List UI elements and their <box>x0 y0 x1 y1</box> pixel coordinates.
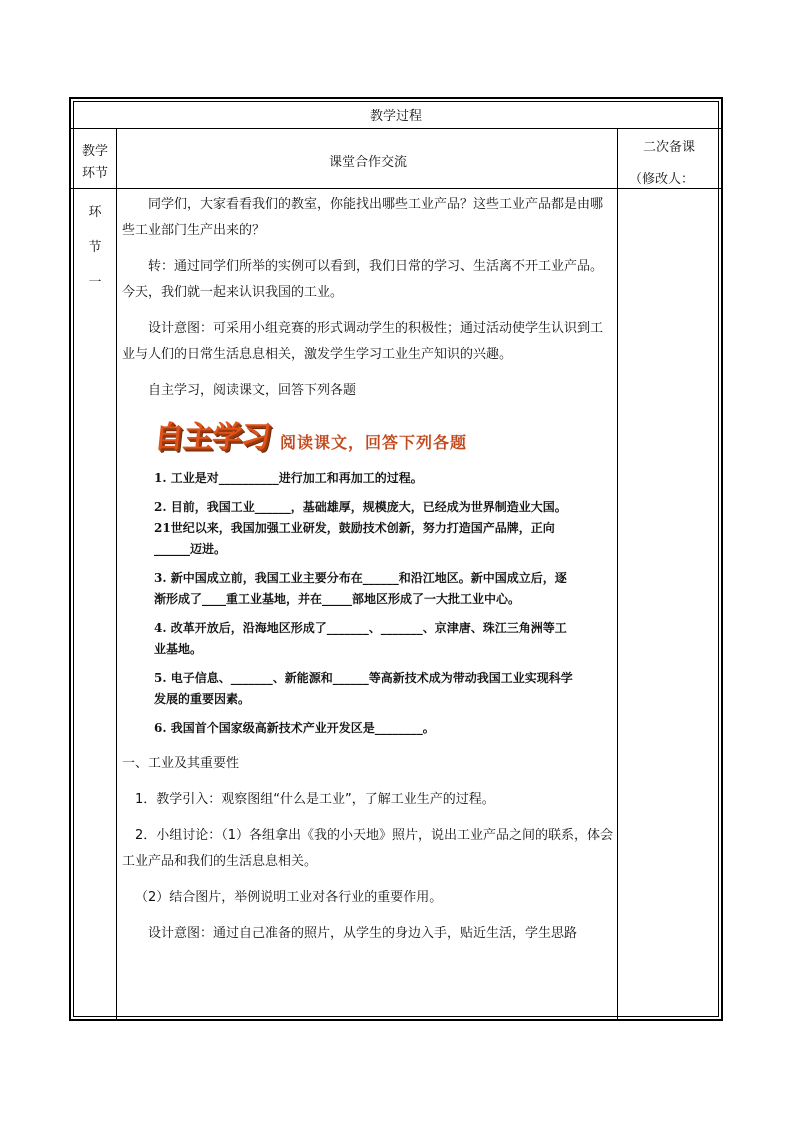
column-head-activity: 课堂合作交流 <box>328 155 407 170</box>
column-head-stage-line1: 教学 <box>81 144 108 159</box>
stage-label-char1: 环 <box>88 205 102 220</box>
header-divider <box>71 128 721 129</box>
question-item: 3. 新中国成立前，我国工业主要分布在______和沿江地区。新中国成立后，逐渐形成了____重工业基地，并在_____部地区形成了一大批工业中心。 <box>154 571 567 606</box>
question-item: 5. 电子信息、_______、新能源和______等高新技术成为带动我国工业实现科学发展的重要因素。 <box>154 671 573 706</box>
stage-label <box>75 195 115 300</box>
column-divider-1 <box>116 128 117 1019</box>
question-item: 6. 我国首个国家级高新技术产业开发区是________。 <box>154 721 435 735</box>
question-item: 1. 工业是对__________进行加工和再加工的过程。 <box>154 471 423 485</box>
lesson-content <box>122 192 614 957</box>
section-heading: 一、工业及其重要性 <box>122 756 240 771</box>
design-intent-paragraph: 设计意图：可采用小组竞赛的形式调动学生的积极性；通过活动使学生认识到工业与人们的日常生活息息相关，激发学生学习工业生产知识的兴趣。 <box>122 321 604 362</box>
column-head-revision-line1: 二次备课 <box>643 140 696 155</box>
question-item: 2. 目前，我国工业______，基础雄厚，规模庞大，已经成为世界制造业大国。21世纪以来，我国加强工业研发，鼓励技术创新，努力打造国产品牌，正向______迈进。 <box>154 500 567 556</box>
stage-label-char2: 节 <box>88 240 102 255</box>
question-item: 4. 改革开放后，沿海地区形成了_______、_______、京津唐、珠江三角洲等工业基地。 <box>154 621 567 656</box>
column-divider-2 <box>617 128 618 1019</box>
self-study-heading: 自主学习，阅读课文，回答下列各题 <box>148 383 357 398</box>
column-head-stage <box>75 141 115 185</box>
design-intent-paragraph-2: 设计意图：通过自己准备的照片，从学生的身边入手，贴近生活，学生思路 <box>148 926 578 941</box>
table-header-title: 教学过程 <box>369 109 422 124</box>
textbook-excerpt <box>154 414 574 739</box>
teaching-intro: 1．教学引入：观察图组“什么是工业”，了解工业生产的过程。 <box>135 792 495 807</box>
discussion-item-2: （2）结合图片，举例说明工业对各行业的重要作用。 <box>135 890 443 905</box>
column-head-revision <box>621 139 721 189</box>
transition-paragraph: 转：通过同学们所举的实例可以看到，我们日常的学习、生活离不开工业产品。今天，我们就一起来认识我国的工业。 <box>122 259 604 300</box>
intro-paragraph: 同学们，大家看看我们的教室，你能找出哪些工业产品？这些工业产品都是由哪些工业部门生产出来的？ <box>122 197 604 238</box>
textbook-banner <box>154 414 574 458</box>
group-discussion: 2．小组讨论：（1）各组拿出《我的小天地》照片，说出工业产品之间的联系，体会工业产品和我们的生活息息相关。 <box>122 828 614 869</box>
column-head-revision-line2: （修改人： <box>629 172 695 187</box>
self-study-logo: 自主学习 <box>152 420 272 455</box>
column-head-stage-line2: 环节 <box>81 166 108 181</box>
textbook-subtitle: 阅读课文，回答下列各题 <box>280 433 468 452</box>
lesson-table <box>69 97 723 1021</box>
stage-label-char3: 一 <box>88 275 102 290</box>
